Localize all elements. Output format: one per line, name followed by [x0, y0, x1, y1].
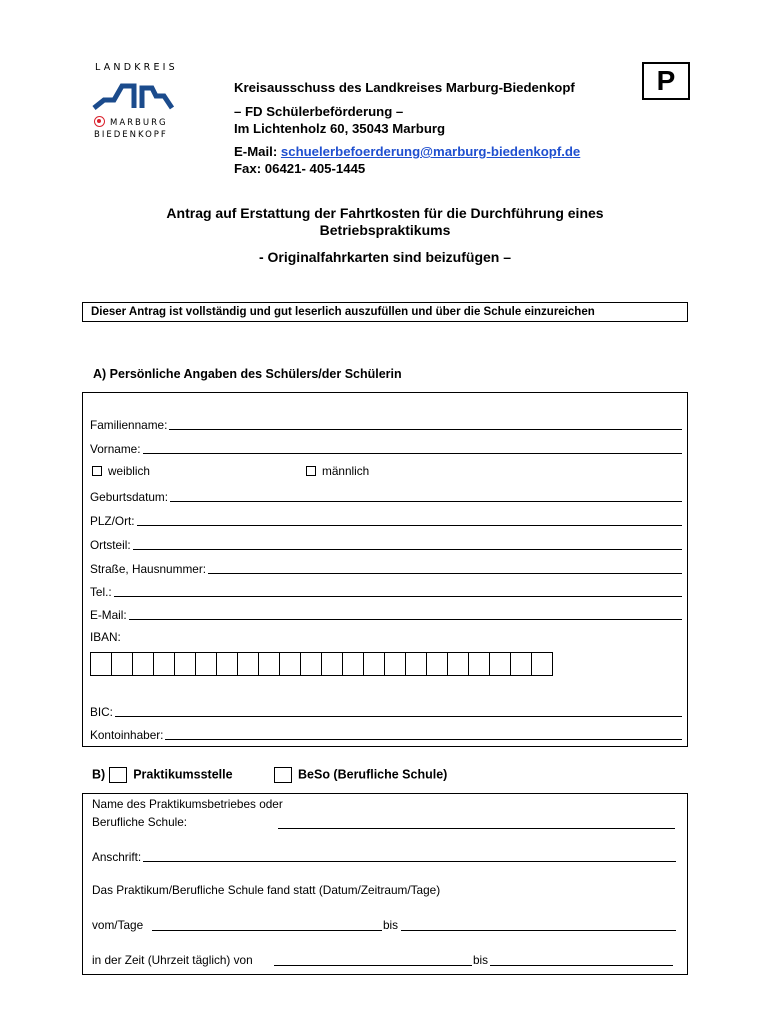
iban-cell[interactable] [342, 652, 364, 676]
iban-cell[interactable] [90, 652, 112, 676]
department: – FD Schülerbeförderung – [234, 104, 404, 119]
anschrift-label: Anschrift: [92, 850, 142, 864]
maennlich-checkbox[interactable] [306, 464, 369, 478]
anschrift-input-line[interactable] [143, 850, 676, 862]
zeitraum-label: Das Praktikum/Berufliche Schule fand statt (Datum/Zeitraum/Tage) [92, 883, 441, 897]
bic-field[interactable] [90, 703, 682, 719]
iban-cell[interactable] [426, 652, 448, 676]
iban-cell[interactable] [195, 652, 217, 676]
iban-cell[interactable] [468, 652, 490, 676]
logo-text-landkreis: LANDKREIS [95, 62, 178, 73]
email-line [234, 144, 580, 159]
weiblich-label: weiblich [108, 464, 150, 478]
geburtsdatum-input-line[interactable] [170, 490, 682, 502]
section-a-heading: A) Persönliche Angaben des Schülers/der Schülerin [93, 367, 402, 381]
email-field[interactable] [90, 606, 682, 622]
email-label: E-Mail: [234, 144, 278, 159]
email-input-line[interactable] [129, 608, 682, 620]
iban-cell[interactable] [489, 652, 511, 676]
uhrzeit-von-label: in der Zeit (Uhrzeit täglich) von [92, 953, 253, 967]
bis-input-line[interactable] [401, 930, 676, 931]
name-betrieb-input-line[interactable] [278, 828, 675, 829]
praktikumsstelle-checkbox[interactable] [109, 767, 127, 783]
email-field-label: E-Mail: [90, 608, 127, 622]
iban-cell[interactable] [405, 652, 427, 676]
beso-label: BeSo (Berufliche Schule) [298, 767, 448, 782]
strasse-label: Straße, Hausnummer: [90, 562, 207, 576]
org-name: Kreisausschuss des Landkreises Marburg-Biedenkopf [234, 80, 575, 95]
bic-label: BIC: [90, 705, 113, 719]
iban-cell[interactable] [132, 652, 154, 676]
checkbox-icon[interactable] [92, 466, 102, 476]
tel-field[interactable] [90, 583, 682, 599]
ortsteil-label: Ortsteil: [90, 538, 131, 552]
red-seal-icon [94, 116, 105, 127]
familienname-input-line[interactable] [169, 418, 682, 430]
mountain-logo-icon [92, 76, 174, 110]
iban-cell[interactable] [279, 652, 301, 676]
beso-option [270, 767, 447, 783]
ortsteil-field[interactable] [90, 536, 682, 552]
plz-ort-input-line[interactable] [137, 514, 682, 526]
ortsteil-input-line[interactable] [133, 538, 682, 550]
instruction-notice: Dieser Antrag ist vollständig und gut leserlich auszufüllen und über die Schule einzureichen [82, 302, 688, 322]
kontoinhaber-label: Kontoinhaber: [90, 728, 164, 742]
plz-ort-field[interactable] [90, 512, 682, 528]
checkbox-icon[interactable] [306, 466, 316, 476]
logo-text-marburg: MARBURG [110, 118, 168, 128]
iban-cell[interactable] [321, 652, 343, 676]
form-subtitle: - Originalfahrkarten sind beizufügen – [258, 249, 512, 265]
geburtsdatum-field[interactable] [90, 488, 682, 504]
iban-label: IBAN: [90, 630, 121, 644]
iban-cell[interactable] [153, 652, 175, 676]
iban-cell[interactable] [258, 652, 280, 676]
iban-cell[interactable] [111, 652, 133, 676]
iban-cell[interactable] [363, 652, 385, 676]
iban-cell[interactable] [300, 652, 322, 676]
iban-cell[interactable] [237, 652, 259, 676]
beso-checkbox[interactable] [274, 767, 292, 783]
strasse-input-line[interactable] [208, 562, 682, 574]
landkreis-logo [90, 62, 190, 142]
vorname-label: Vorname: [90, 442, 141, 456]
form-title-line2: Betriebspraktikums [319, 222, 451, 238]
form-code-box: P [642, 62, 690, 100]
plz-ort-label: PLZ/Ort: [90, 514, 135, 528]
familienname-field[interactable] [90, 416, 682, 432]
praktikumsstelle-label: Praktikumsstelle [133, 767, 233, 782]
iban-cell[interactable] [384, 652, 406, 676]
logo-text-biedenkopf: BIEDENKOPF [94, 130, 168, 140]
weiblich-checkbox[interactable] [92, 464, 150, 478]
maennlich-label: männlich [322, 464, 370, 478]
bis-label: bis [383, 918, 399, 932]
form-title-line1: Antrag auf Erstattung der Fahrtkosten für die Durchführung eines [166, 205, 604, 221]
iban-cell[interactable] [447, 652, 469, 676]
email-link[interactable]: schuelerbefoerderung@marburg-biedenkopf.de [280, 144, 581, 159]
vom-label: vom/Tage [92, 918, 144, 932]
iban-cell[interactable] [531, 652, 553, 676]
uhrzeit-bis-input-line[interactable] [490, 965, 673, 966]
tel-label: Tel.: [90, 585, 112, 599]
strasse-field[interactable] [90, 560, 682, 576]
familienname-label: Familienname: [90, 418, 168, 432]
vom-input-line[interactable] [152, 930, 382, 931]
iban-cell[interactable] [216, 652, 238, 676]
bic-input-line[interactable] [115, 705, 682, 717]
vorname-field[interactable] [90, 440, 682, 456]
tel-input-line[interactable] [114, 585, 682, 597]
uhrzeit-von-input-line[interactable] [274, 965, 472, 966]
section-b-prefix: B) [92, 767, 106, 782]
uhrzeit-bis-label: bis [473, 953, 489, 967]
name-betrieb-label-1: Name des Praktikumsbetriebes oder [92, 797, 283, 811]
section-b-heading [92, 767, 233, 783]
vorname-input-line[interactable] [143, 442, 683, 454]
iban-cell[interactable] [510, 652, 532, 676]
anschrift-field[interactable] [92, 848, 676, 864]
name-betrieb-label-2: Berufliche Schule: [92, 815, 188, 829]
kontoinhaber-field[interactable] [90, 726, 682, 742]
iban-cell[interactable] [174, 652, 196, 676]
kontoinhaber-input-line[interactable] [165, 728, 682, 740]
fax-line: Fax: 06421- 405-1445 [234, 161, 366, 176]
iban-input-grid[interactable] [90, 652, 552, 676]
geburtsdatum-label: Geburtsdatum: [90, 490, 169, 504]
street-address: Im Lichtenholz 60, 35043 Marburg [234, 121, 446, 136]
